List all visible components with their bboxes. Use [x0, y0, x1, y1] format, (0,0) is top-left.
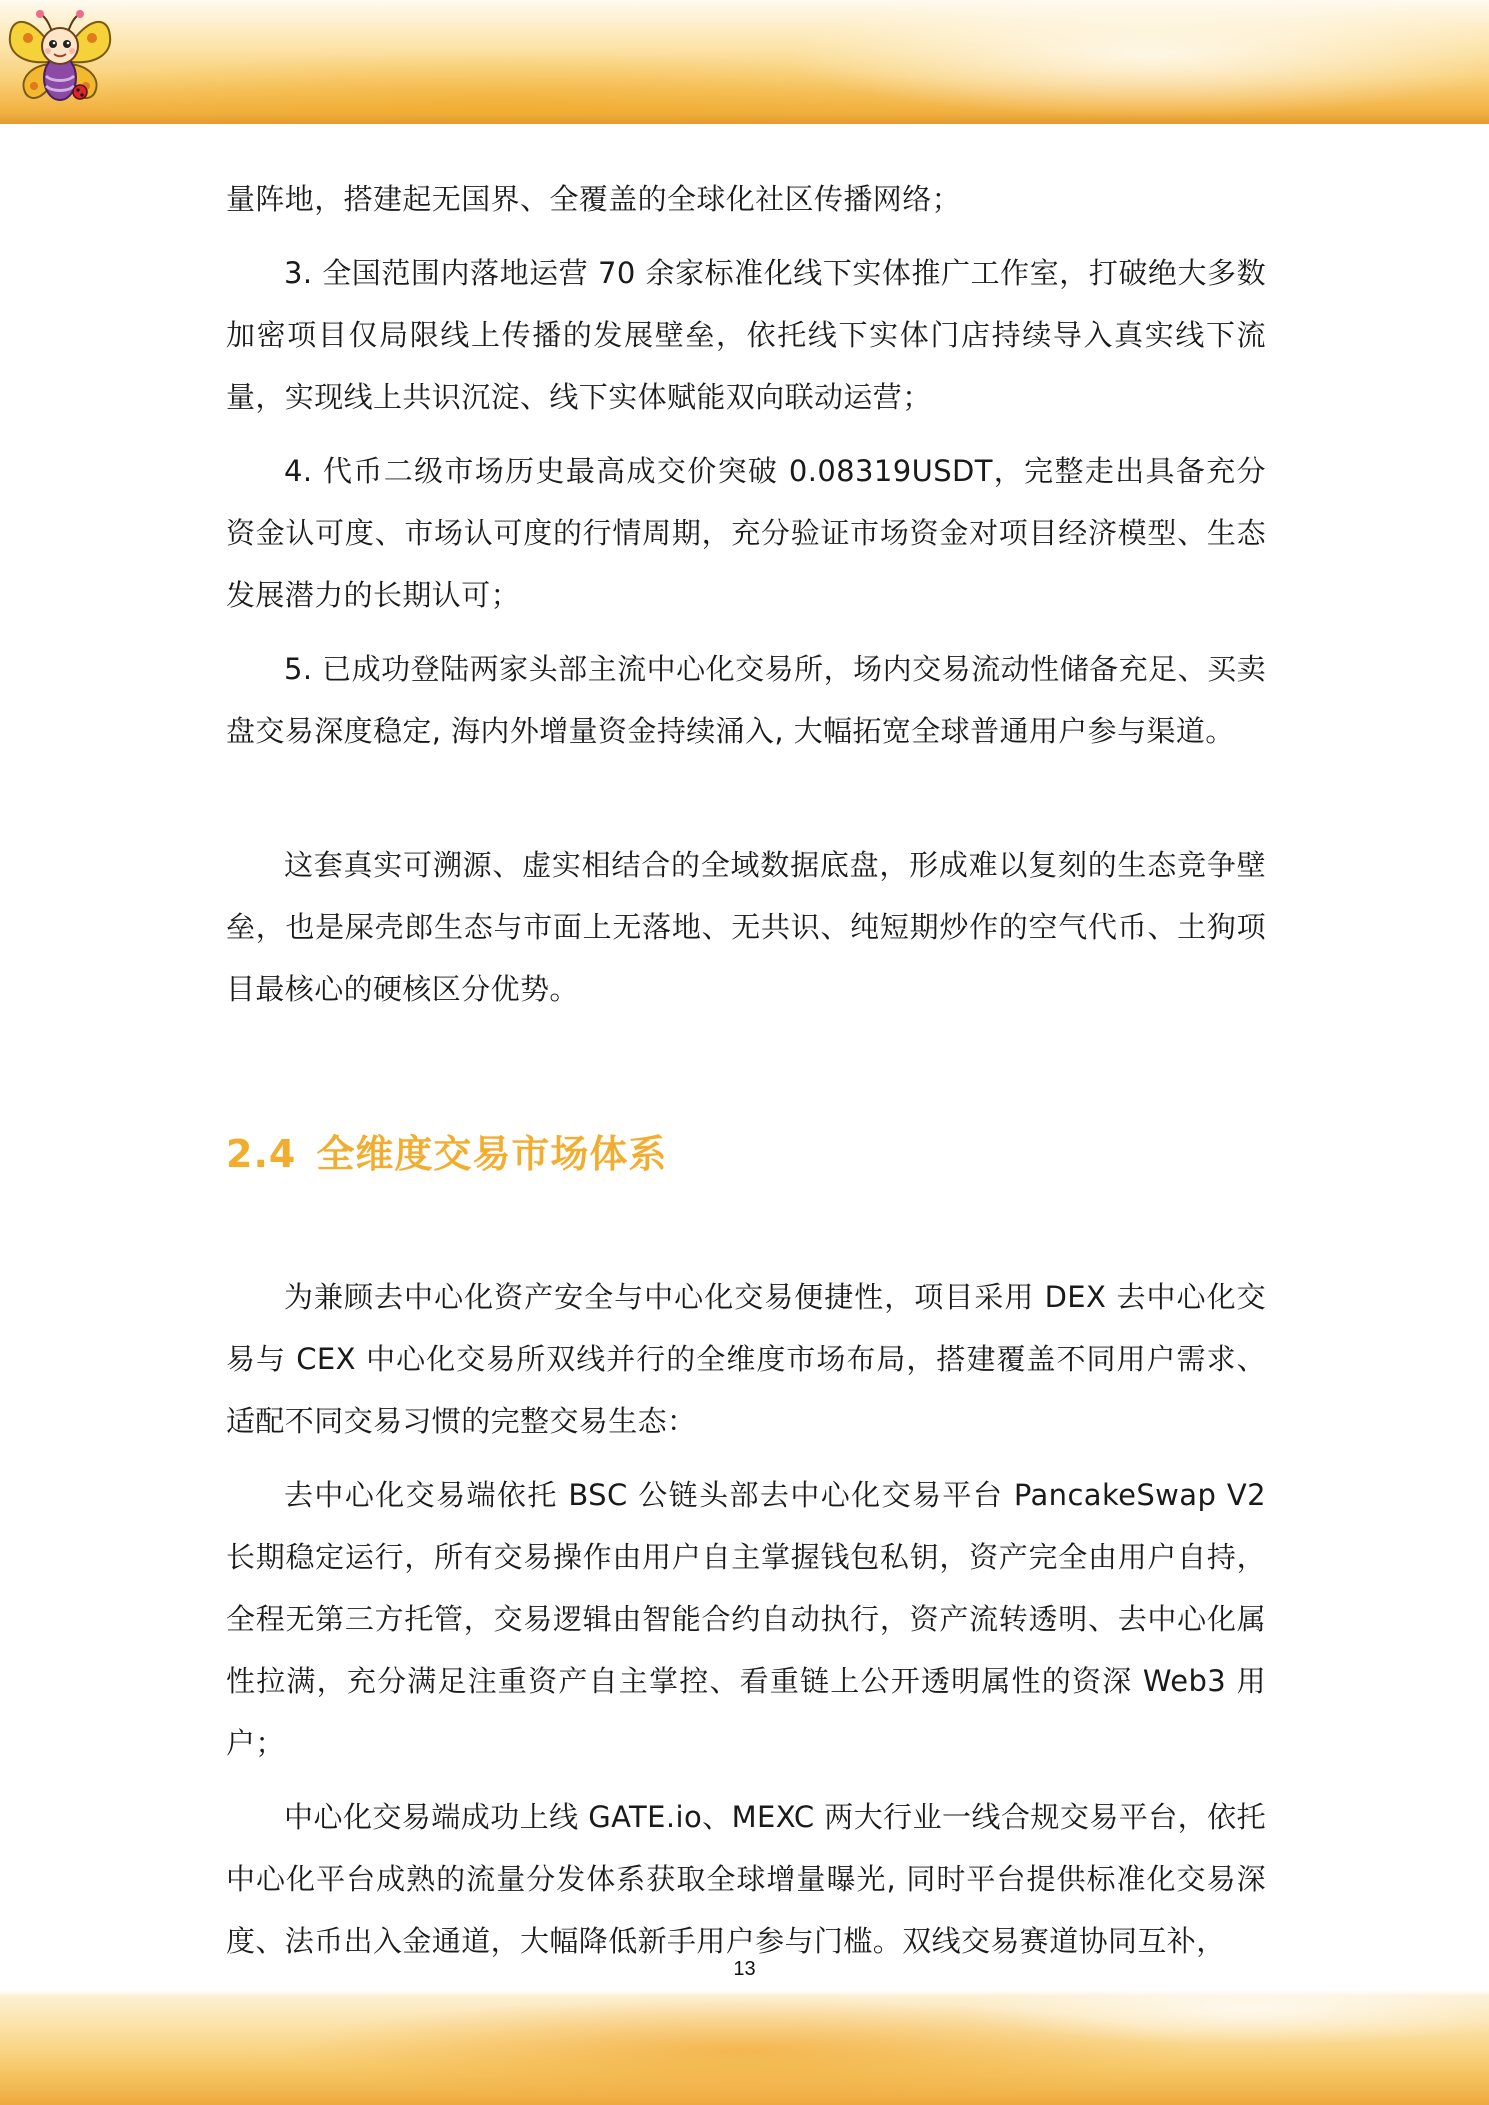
document-body — [226, 168, 1266, 1972]
page-number: 13 — [733, 1958, 756, 1980]
list-item-5: 5. 已成功登陆两家头部主流中心化交易所，场内交易流动性储备充足、买卖盘交易深度稳定, 海内外增量资金持续涌入, 大幅拓宽全球普通用户参与渠道。 — [226, 652, 1266, 748]
paragraph-continuation: 量阵地，搭建起无国界、全覆盖的全球化社区传播网络； — [226, 182, 962, 216]
summary-paragraph: 这套真实可溯源、虚实相结合的全域数据底盘，形成难以复刻的生态竞争壁垒，也是屎壳郎生态与市面上无落地、无共识、纯短期炒作的空气代币、土狗项目最核心的硬核区分优势。 — [226, 848, 1266, 1006]
dex-paragraph: 去中心化交易端依托 BSC 公链头部去中心化交易平台 PancakeSwap V2 长期稳定运行，所有交易操作由用户自主掌握钱包私钥，资产完全由用户自持，全程无第三方托管，交易逻辑由智能合约自动执行，资产流转透明、去中心化属性拉满，充分满足注重资产自主掌控、看重链上公开透明属性的资深 Web3 用户； — [226, 1478, 1266, 1760]
butterfly-mascot-icon — [4, 6, 116, 106]
header-banner — [0, 0, 1489, 124]
section-title: 全维度交易市场体系 — [316, 1132, 668, 1176]
cex-paragraph: 中心化交易端成功上线 GATE.io、MEXC 两大行业一线合规交易平台，依托中心化平台成熟的流量分发体系获取全球增量曝光, 同时平台提供标准化交易深度、法币出入金通道，大幅降低新手用户参与门槛。双线交易赛道协同互补， — [226, 1800, 1266, 1958]
section-number: 2.4 — [226, 1132, 297, 1176]
intro-paragraph: 为兼顾去中心化资产安全与中心化交易便捷性，项目采用 DEX 去中心化交易与 CEX 中心化交易所双线并行的全维度市场布局，搭建覆盖不同用户需求、适配不同交易习惯的完整交易生态： — [226, 1280, 1266, 1438]
list-item-4: 4. 代币二级市场历史最高成交价突破 0.08319USDT，完整走出具备充分资金认可度、市场认可度的行情周期，充分验证市场资金对项目经济模型、生态发展潜力的长期认可； — [226, 454, 1266, 612]
footer-banner — [0, 1990, 1489, 2105]
list-item-3: 3. 全国范围内落地运营 70 余家标准化线下实体推广工作室，打破绝大多数加密项目仅局限线上传播的发展壁垒，依托线下实体门店持续导入真实线下流量，实现线上共识沉淀、线下实体赋能双向联动运营； — [226, 256, 1266, 414]
section-heading — [226, 1126, 1266, 1182]
